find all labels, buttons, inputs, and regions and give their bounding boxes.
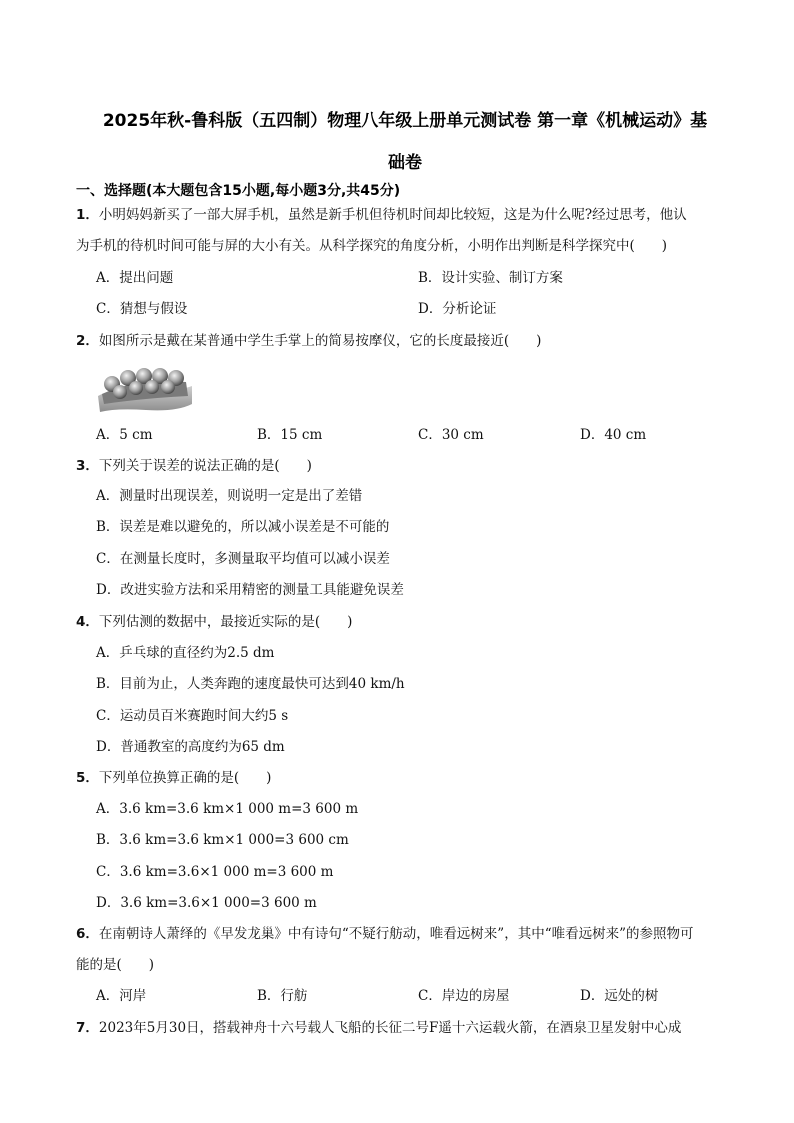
question-1 <box>76 205 687 225</box>
massager-on-hand-figure <box>96 356 194 416</box>
q4-option-a: A．乒乓球的直径约为2.5 dm <box>96 645 275 661</box>
question-text: 下列单位换算正确的是( ) <box>98 770 272 786</box>
question-text: 下列关于误差的说法正确的是( ) <box>98 458 312 474</box>
q4-option-d: D．普通教室的高度约为65 dm <box>96 739 285 755</box>
question-number: 3． <box>76 458 99 474</box>
question-number: 5． <box>76 770 99 786</box>
question-3 <box>76 456 312 476</box>
q1-option-a: A．提出问题 <box>96 270 174 286</box>
question-text: 如图所示是戴在某普通中学生手掌上的简易按摩仪，它的长度最接近( ) <box>98 333 542 349</box>
q6-option-c: C．岸边的房屋 <box>418 988 510 1004</box>
question-text: 在南朝诗人萧绎的《早发龙巢》中有诗句“不疑行舫动，唯看远树来”，其中“唯看远树来”的参照物可 <box>98 926 694 942</box>
q3-option-c: C．在测量长度时，多测量取平均值可以减小误差 <box>96 551 390 567</box>
q2-option-c: C．30 cm <box>418 427 484 443</box>
question-text: 下列估测的数据中，最接近实际的是( ) <box>98 614 353 630</box>
question-text: 2023年5月30日，搭载神舟十六号载人飞船的长征二号F遥十六运载火箭，在酒泉卫星发射中心成 <box>98 1020 682 1036</box>
q6-option-a: A．河岸 <box>96 988 147 1004</box>
exam-title-line1: 2025年秋-鲁科版（五四制）物理八年级上册单元测试卷 第一章《机械运动》基 <box>102 111 708 131</box>
question-number: 6． <box>76 926 99 942</box>
q6-option-d: D．远处的树 <box>580 988 659 1004</box>
q2-option-a: A．5 cm <box>96 427 153 443</box>
q5-option-d: D．3.6 km=3.6×1 000=3 600 m <box>96 895 317 911</box>
q6-option-b: B．行舫 <box>257 988 308 1004</box>
question-6 <box>76 924 694 944</box>
q1-option-d: D．分析论证 <box>418 301 497 317</box>
q4-option-b: B．目前为止，人类奔跑的速度最快可达到40 km/h <box>96 676 405 692</box>
section-heading-choice: 一、选择题(本大题包含15小题,每小题3分,共45分) <box>76 183 401 199</box>
q4-option-c: C．运动员百米赛跑时间大约5 s <box>96 708 289 724</box>
question-4 <box>76 612 352 632</box>
question-6-continued: 能的是( ) <box>76 957 155 973</box>
q3-option-a: A．测量时出现误差，则说明一定是出了差错 <box>96 488 363 504</box>
question-text: 小明妈妈新买了一部大屏手机，虽然是新手机但待机时间却比较短，这是为什么呢?经过思考，他认 <box>98 207 687 223</box>
question-number: 7． <box>76 1020 99 1036</box>
q1-option-b: B．设计实验、制订方案 <box>418 270 563 286</box>
question-number: 1． <box>76 207 99 223</box>
question-number: 2． <box>76 333 99 349</box>
q5-option-c: C．3.6 km=3.6×1 000 m=3 600 m <box>96 864 334 880</box>
q5-option-a: A．3.6 km=3.6 km×1 000 m=3 600 m <box>96 801 359 817</box>
question-1-continued: 为手机的待机时间可能与屏的大小有关。从科学探究的角度分析，小明作出判断是科学探究中( ) <box>76 238 668 254</box>
question-5 <box>76 768 271 788</box>
q2-option-d: D．40 cm <box>580 427 647 443</box>
q1-option-c: C．猜想与假设 <box>96 301 188 317</box>
exam-title-line2: 础卷 <box>388 153 422 173</box>
question-number: 4． <box>76 614 99 630</box>
q3-option-d: D．改进实验方法和采用精密的测量工具能避免误差 <box>96 582 404 598</box>
question-7 <box>76 1018 681 1038</box>
question-2 <box>76 331 541 351</box>
q2-option-b: B．15 cm <box>257 427 323 443</box>
q3-option-b: B．误差是难以避免的，所以减小误差是不可能的 <box>96 519 390 535</box>
massager-on-hand-image <box>96 356 194 416</box>
q5-option-b: B．3.6 km=3.6 km×1 000=3 600 cm <box>96 832 349 848</box>
